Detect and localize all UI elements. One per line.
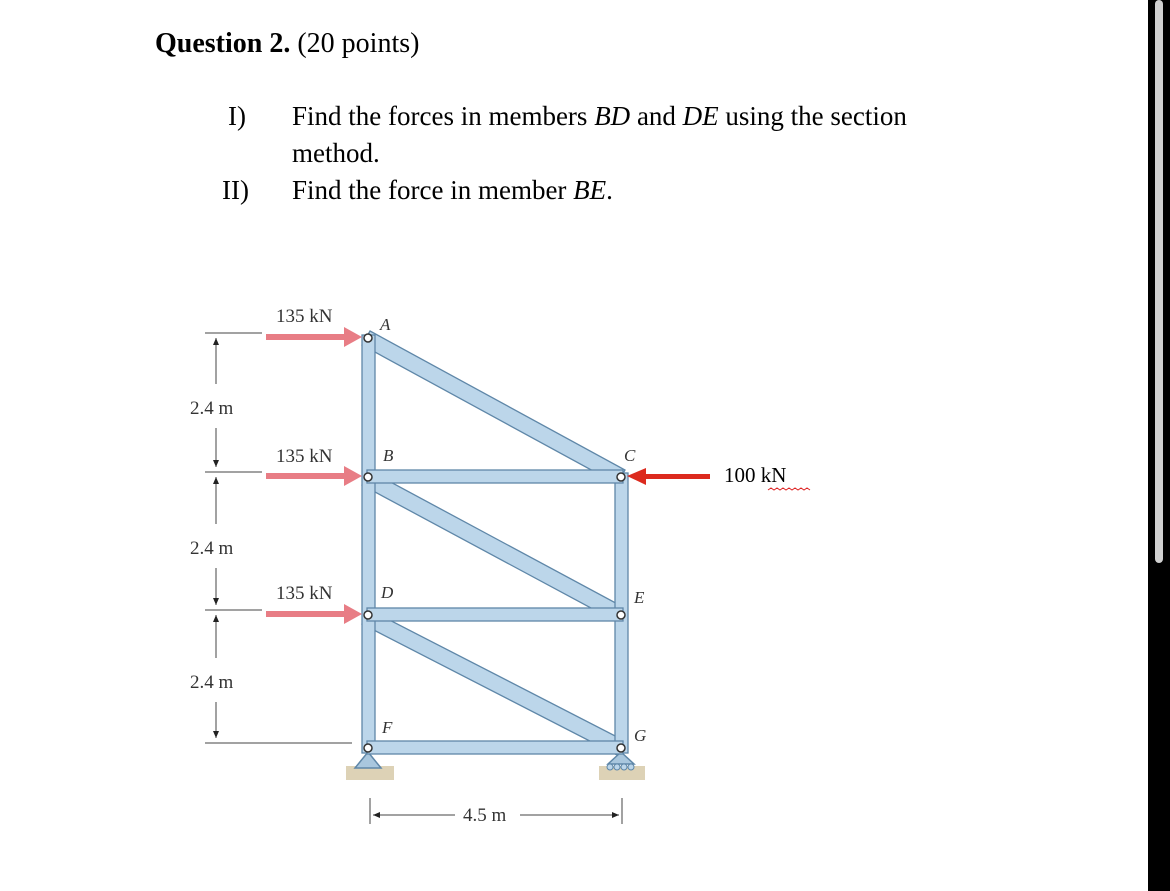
part-number-2: II) [222,175,249,205]
load-label-D: 135 kN [276,583,333,604]
load-label-C: 100 kN [724,463,787,487]
question-points: (20 points) [297,28,420,59]
joint-label-D: D [381,583,394,602]
height-label-bottom: 2.4 m [190,672,234,693]
member-BE [362,471,625,622]
joint-C [617,473,625,481]
question-title: Question 2. [155,28,291,59]
load-arrow-C [644,474,710,479]
part-2-line-1: Find the force in member BE. [292,175,613,205]
load-arrow-D [266,611,346,617]
spellcheck-underline [768,488,810,490]
joint-label-F: F [382,718,393,737]
member-DG [362,610,625,755]
height-label-middle: 2.4 m [190,538,234,559]
part-1-line-1: Find the forces in members BD and DE using the section [292,101,907,131]
part-1-line-2: method. [292,138,380,168]
joint-E [617,611,625,619]
part-number-1: I) [228,101,246,131]
joint-label-E: E [634,588,645,607]
load-arrow-B [266,473,346,479]
member-FG [367,741,623,754]
load-label-B: 135 kN [276,446,333,467]
height-label-top: 2.4 m [190,398,234,419]
span-label: 4.5 m [463,805,507,826]
joint-B [364,473,372,481]
load-label-A: 135 kN [276,306,333,327]
joint-label-G: G [634,726,647,745]
joint-label-C: C [624,446,636,465]
joint-F [364,744,372,752]
scrollbar-thumb[interactable] [1155,0,1163,563]
joint-label-B: B [383,446,394,465]
load-arrow-A [266,334,346,340]
member-DE [367,608,623,621]
member-BC [367,470,623,483]
joint-D [364,611,372,619]
member-AF [362,335,375,753]
joint-A [364,334,372,342]
truss-members [362,331,628,755]
joint-G [617,744,625,752]
member-AC [362,331,625,484]
joint-label-A: A [380,315,391,334]
